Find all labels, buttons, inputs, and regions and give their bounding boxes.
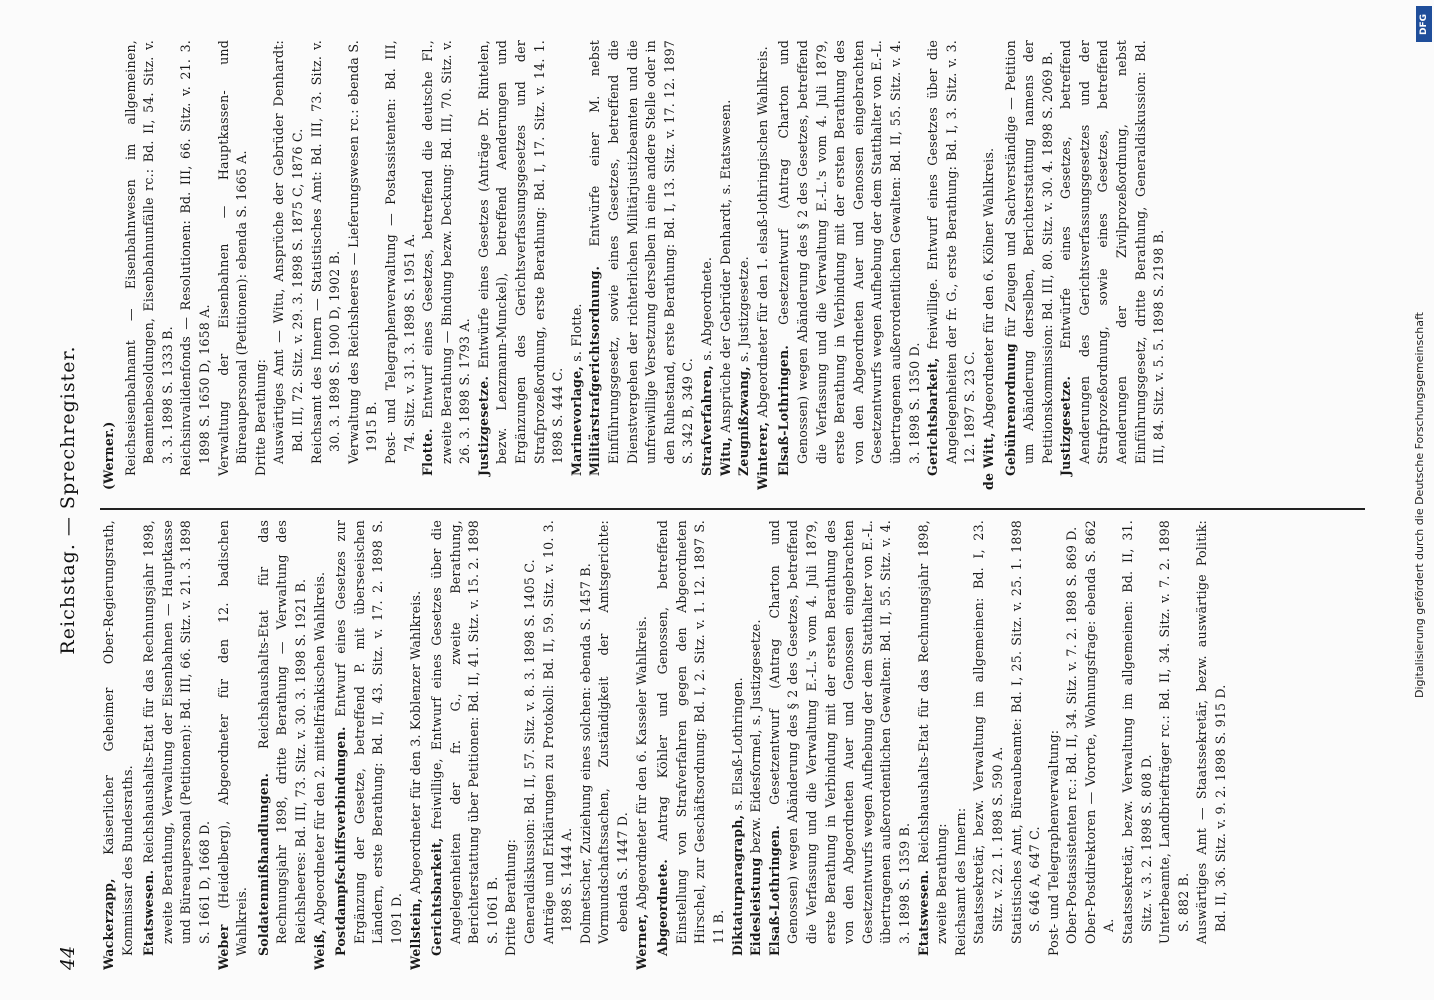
entry-keyword: Zeugnißzwang, <box>736 366 752 476</box>
column-divider <box>100 508 1365 510</box>
register-entry <box>633 520 652 970</box>
register-subentry <box>475 40 568 490</box>
entry-text: Gesetzentwurf (Antrag Charton und Genossen) wegen Abänderung des § 2 des Gesetzes, betreffend die Verfassung und die Verwaltung E.-L.'s vom 4. Juli 1879, erste Berathung in Verbindung mit der ersten Berathung des von den Abgeordneten Auer und Genossen eingebrachten Gesetzentwurfs wegen Aufhebung der dem Statthalter von E.-L. übertragenen außerordentlichen Gewalten: Bd. II, 55. Sitz. v. 4. 3. 1898 S. 1359 B. <box>766 520 912 944</box>
left-column <box>100 520 1365 970</box>
entry-name: Wackerzapp, <box>101 878 116 970</box>
entry-text: s. Justizgesetze. <box>736 256 752 362</box>
register-subentry <box>382 40 419 490</box>
register-subentry <box>654 520 728 970</box>
entry-keyword: Etatswesen. <box>915 869 931 956</box>
register-subentry <box>577 520 596 970</box>
entry-text: Kaiserlicher Geheimer Ober-Regierungsrath, Kommissar des Bundesraths. <box>101 520 135 956</box>
register-subentry <box>332 520 406 970</box>
page-number: 44 <box>57 945 79 970</box>
entry-name: Werner, <box>633 913 649 970</box>
entry-text: Staatssekretär, bezw. Verwaltung im allgemeinen: Bd. I, 23. Sitz. v. 22. 1. 1898 S. 590 A. <box>971 520 1005 944</box>
entry-text: Abgeordneter für den 2. mittelfränkischen Wahlkreis. <box>311 571 327 925</box>
register-subentry <box>1119 520 1156 970</box>
register-subentry <box>747 520 766 970</box>
register-subentry <box>215 40 252 490</box>
entry-text: Dritte Berathung: <box>503 838 519 956</box>
register-subentry <box>521 520 540 970</box>
entry-text: Auswärtiges Amt — Staatssekretär, bezw. auswärtige Politik: Bd. II, 36. Sitz. v. 9. 2. 1898 S. 915 D. <box>1194 520 1229 944</box>
register-subentry <box>717 40 736 490</box>
entry-text: Vormundschaftssachen, Zuständigkeit der Amtsgerichte: ebenda S. 1447 D. <box>596 520 631 944</box>
entry-text: Dritte Berathung: <box>252 358 268 476</box>
entry-text: Generaldiskussion: Bd. II, 57. Sitz. v. 8. 3. 1898 S. 1405 C. <box>522 559 538 944</box>
register-subentry <box>924 40 980 490</box>
entry-keyword: Elsaß-Lothringen. <box>776 345 792 476</box>
entry-text: Ober-Postassistenten rc.: Bd. II, 34. Sitz. v. 7. 2. 1898 S. 869 D. <box>1064 526 1080 944</box>
register-entry <box>100 40 119 490</box>
register-entry <box>407 520 426 970</box>
register-subentry <box>915 520 952 970</box>
entry-keyword: Diktaturparagraph, <box>729 814 745 956</box>
entry-text: Unterbeamte, Landbriefträger rc.: Bd. II, 34. Sitz. v. 7. 2. 1898 S. 882 B. <box>1157 520 1191 944</box>
entry-text: Dolmetscher, Zuziehung eines solchen: ebenda S. 1457 B. <box>577 563 593 944</box>
entry-text: Verwaltung des Reichsheeres — Lieferungswesen rc.: ebenda S. 1915 B. <box>345 40 380 464</box>
register-subentry <box>698 40 717 490</box>
entry-text: bezw. Eidesformel, s. Justizgesetze. <box>748 619 764 854</box>
register-subentry <box>140 520 214 970</box>
entry-text: Gesetzentwurf (Antrag Charton und Genossen) wegen Abänderung des § 2 des Gesetzes, betreffend die Verfassung und die Verwaltung E.-L.'s vom 4. Juli 1879, erste Berathung in Verbindung mit der ersten Berathung des von den Abgeordneten Auer und Genossen eingebrachten Gesetzentwurfs wegen Aufhebung der dem Statthalter von E.-L. übertragenen außerordentlichen Gewalten: Bd. II, 55. Sitz. v. 4. 3. 1898 S. 1350 D. <box>776 40 922 464</box>
register-subentry <box>255 520 311 970</box>
entry-text: Entwürfe eines Gesetzes, betreffend Aenderungen des Gerichtsverfassungsgesetzes und der Strafprozeßordnung, sowie eines Gesetzes, betreffend Aenderungen der Zivilprozeßordnung, nebst Einführungsgesetz, dritte Berathung, Generaldiskussion: Bd. III, 84. Sitz. v. 5. 5. 1898 S. 2198 B. <box>1058 40 1167 464</box>
entry-keyword: Eidesleistung <box>748 857 764 956</box>
entry-text: Entwürfe eines Gesetzes (Anträge Dr. Rintelen, bezw. Lenzmann-Munckel), betreffend Aenderungen und Ergänzungen des Gerichtsverfassungsgesetzes und der Strafprozeßordnung, erste Berathung: Bd. I, 17. Sitz. v. 14. 1. 1898 S. 444 C. <box>475 40 566 464</box>
register-subentry <box>735 40 754 490</box>
register-subentry <box>428 520 502 970</box>
entry-text: Reichshaushalts-Etat für das Rechnungsjahr 1898, zweite Berathung: <box>915 520 950 944</box>
register-subentry <box>270 40 307 490</box>
entry-text: Post- und Telegraphenverwaltung: <box>1045 729 1061 956</box>
register-subentry <box>177 40 214 490</box>
entry-text: Antrag Köhler und Genossen, betreffend Einstellung von Strafverfahren gegen den Abgeordneten Hirschel, zur Geschäftsordnung: Bd. I, 2. Sitz. v. 1. 12. 1897 S. 11 B. <box>655 520 726 944</box>
entry-text: s. Abgeordnete. <box>699 256 714 361</box>
entry-text: Reichsamt des Innern: <box>952 807 968 956</box>
entry-text: Reichsinvalidenfonds — Resolutionen: Bd. III, 66. Sitz. v. 21. 3. 1898 S. 1650 D, 1658 A. <box>178 40 212 476</box>
entry-name: Weber <box>215 924 231 970</box>
register-subentry <box>766 520 915 970</box>
entry-text: Ansprüche der Gebrüder Denhardt, s. Etatswesen. <box>717 99 733 433</box>
entry-text: Reichseisenbahnamt — Eisenbahnwesen im allgemeinen, Beamtenbesoldungen, Eisenbahnunfälle rc.: Bd. II, 54. Sitz. v. 3. 3. 1898 S. 1333 B. <box>122 40 175 476</box>
entry-text: s. Flotte. <box>568 303 584 362</box>
entry-text: Auswärtiges Amt — Witu, Ansprüche der Gebrüder Denhardt: Bd. III, 72. Sitz. v. 29. 3. 1898 S. 1875 C, 1876 C. <box>271 40 305 464</box>
register-subentry <box>345 40 382 490</box>
entry-keyword: Soldatenmißhandlungen. <box>255 772 271 956</box>
register-entry <box>215 520 252 970</box>
entry-name: (Werner.) <box>101 421 116 490</box>
register-subentry <box>1082 520 1119 970</box>
entry-text: für Zeugen und Sachverständige — Petition um Abänderung derselben, Berichterstattung namens der Petitionskommission: Bd. III, 80. Sitz. v. 30. 4. 1898 S. 2069 B. <box>1002 40 1055 464</box>
register-entry <box>980 40 999 490</box>
entry-text: freiwillige. Entwurf eines Gesetzes über die Angelegenheiten der fr. G., erste Berathung: Bd. I, 3. Sitz. v. 3. 12. 1897 S. 23 C. <box>925 40 978 464</box>
register-subentry <box>1057 40 1169 490</box>
entry-keyword: Elsaß-Lothringen. <box>766 825 782 956</box>
page-title: Reichstag. — Sprechregister. <box>57 345 79 655</box>
entry-name: Wellstein, <box>407 898 423 970</box>
entry-text: (Heidelberg), Abgeordneter für den 12. badischen Wahlkreis. <box>215 520 250 956</box>
entry-keyword: Flotte. <box>420 428 436 476</box>
register-subentry <box>595 520 632 970</box>
entry-text: Statistisches Amt, Büreaubeamte: Bd. I, 25. Sitz. v. 25. 1. 1898 S. 646 A, 647 C. <box>1008 520 1043 944</box>
register-subentry <box>540 520 577 970</box>
entry-text: Abgeordneter für den 1. elsaß-lothringischen Wahlkreis. <box>754 46 770 418</box>
register-subentry <box>1156 520 1193 970</box>
register-subentry <box>586 40 698 490</box>
entry-keyword: Strafverfahren, <box>699 364 714 476</box>
entry-name: Weiß, <box>311 929 327 970</box>
digitization-note: Digitalisierung gefördert durch die Deutsche Forschungsgemeinschaft <box>1413 312 1426 698</box>
entry-text: Entwurf eines Gesetzes zur Ergänzung der Gesetze, betreffend P. mit überseeischen Ländern, erste Berathung: Bd. II, 43. Sitz. v. 17. 2. 1898 S. 1091 D. <box>333 520 404 944</box>
register-subentry <box>1045 520 1064 970</box>
entry-text: Reichshaushalts-Etat für das Rechnungsjahr 1898, zweite Berathung, Verwaltung der Eisenbahnen — Hauptkasse und Büreaupersonal (Petitionen): Bd. III, 66. Sitz. v. 21. 3. 1898 S. 1661 D, 1668 D. <box>141 520 212 944</box>
register-subentry <box>775 40 924 490</box>
entry-text: Reichsamt des Innern — Statistisches Amt: Bd. III, 73. Sitz. v. 30. 3. 1898 S. 1900 D, 1902 B. <box>308 40 343 464</box>
entry-text: Anträge und Erklärungen zu Protokoll: Bd. II, 59. Sitz. v. 10. 3. 1898 S. 1444 A. <box>540 520 575 944</box>
register-subentry <box>252 40 271 490</box>
entry-text: Abgeordneter für den 6. Kasseler Wahlkreis. <box>633 615 649 910</box>
entry-text: Reichshaushalts-Etat für das Rechnungsjahr 1898, dritte Berathung — Verwaltung des Reichsheeres: Bd. III, 73. Sitz. v. 30. 3. 1898 S. 1921 B. <box>255 520 308 944</box>
entry-keyword: Etatswesen. <box>141 869 157 956</box>
register-subentry <box>729 520 748 970</box>
entry-text: Ober-Postdirektoren — Vororte, Wohnungsfrage: ebenda S. 862 A. <box>1082 520 1117 944</box>
entry-keyword: Militärstrafgerichtsordnung. <box>587 265 603 476</box>
entry-keyword: Gebührenordnung <box>1002 343 1018 476</box>
register-entry <box>754 40 773 490</box>
entry-text: Entwurf eines Gesetzes, betreffend die deutsche Fl., zweite Berathung — Bindung bezw. Deckung: Bd. III, 70. Sitz. v. 26. 3. 1898 S. 1793 A. <box>420 40 473 464</box>
register-subentry <box>1008 520 1045 970</box>
entry-text: Entwürfe einer M. nebst Einführungsgesetz, sowie eines Gesetzes, betreffend die Dienstvergehen der richterlichen Militärjustizbeamten und die unfreiwillige Versetzung derselben in eine andere Stelle oder in den Ruhestand, erste Berathung: Bd. I, 13. Sitz. v. 17. 12. 1897 S. 342 B, 349 C. <box>587 40 696 464</box>
entry-keyword: Witu, <box>717 436 733 476</box>
right-column <box>100 40 1365 490</box>
register-subentry <box>1002 40 1058 490</box>
entry-name: de Witt, <box>980 432 996 490</box>
entry-keyword: Justizgesetze. <box>475 375 491 476</box>
register-subentry <box>1193 520 1230 970</box>
entry-text: Post- und Telegraphenverwaltung — Postassistenten: Bd. III, 74. Sitz. v. 31. 3. 1898 S. 1951 A. <box>382 40 417 464</box>
entry-text: s. Elsaß-Lothringen. <box>729 677 745 811</box>
register-subentry <box>308 40 345 490</box>
entry-name: Winterer, <box>754 421 770 490</box>
register-subentry <box>1063 520 1082 970</box>
entry-keyword: Gerichtsbarkeit, <box>429 837 445 956</box>
register-entry <box>311 520 330 970</box>
entry-keyword: Justizgesetze. <box>1058 375 1074 476</box>
entry-text: freiwillige, Entwurf eines Gesetzes über die Angelegenheiten der fr. G., zweite Berathung, Berichterstattung über Petitionen: Bd. II, 41. Sitz. v. 15. 2. 1898 S. 1061 B. <box>429 520 500 944</box>
dfg-logo: DFG <box>1416 6 1432 42</box>
entry-keyword: Postdampfschiffsverbindungen. <box>333 726 349 956</box>
register-subentry <box>952 520 971 970</box>
entry-keyword: Marinevorlage, <box>568 366 584 476</box>
register-entry <box>100 520 137 970</box>
entry-keyword: Gerichtsbarkeit, <box>925 357 941 476</box>
entry-keyword: Abgeordnete. <box>655 858 671 956</box>
register-subentry <box>419 40 475 490</box>
entry-text: Verwaltung der Eisenbahnen — Hauptkassen- und Büreaupersonal (Petitionen): ebenda S. 1665 A. <box>215 40 250 476</box>
entry-text: Abgeordneter für den 3. Koblenzer Wahlkreis. <box>407 590 423 894</box>
register-subentry <box>122 40 178 490</box>
register-subentry <box>970 520 1007 970</box>
register-subentry <box>502 520 521 970</box>
entry-text: Abgeordneter für den 6. Kölner Wahlkreis. <box>980 147 996 429</box>
running-head <box>55 30 87 970</box>
entry-text: Staatssekretär, bezw. Verwaltung im allgemeinen: Bd. II, 31. Sitz. v. 3. 2. 1898 S. 808 D. <box>1120 520 1154 944</box>
register-subentry <box>568 40 587 490</box>
